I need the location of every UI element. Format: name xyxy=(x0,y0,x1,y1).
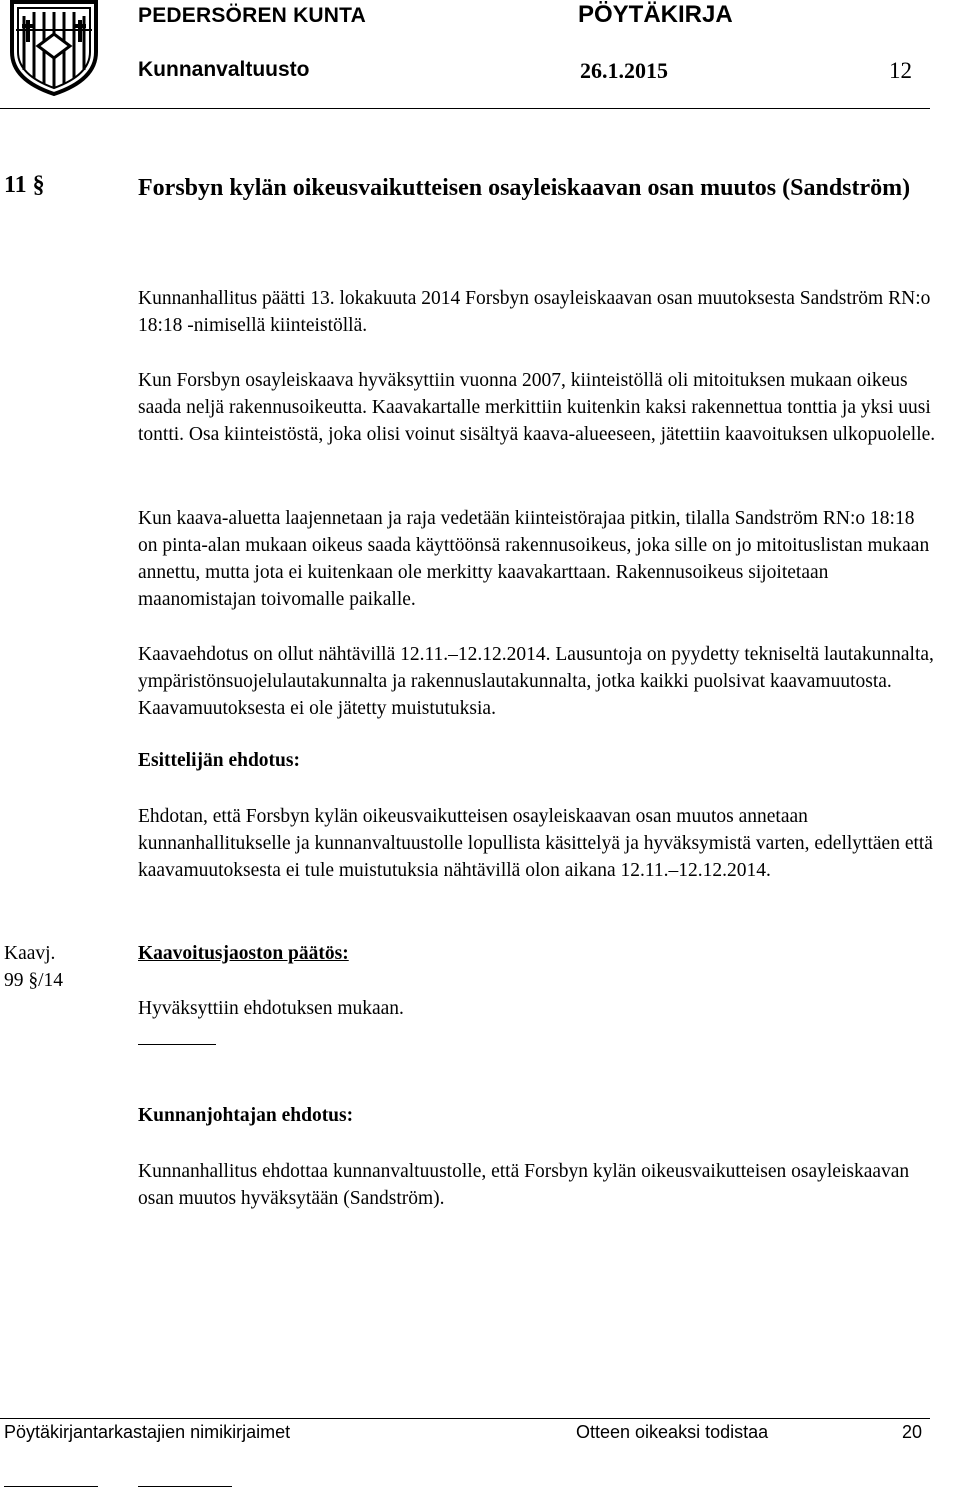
paragraph-1: Kunnanhallitus päätti 13. lokakuuta 2014 Forsbyn osayleiskaavan osan muutoksesta Sandström RN:o 18:18 -nimisellä kiinteistöllä. xyxy=(138,288,931,336)
section-number: 11 § xyxy=(4,172,45,198)
page-number: 12 xyxy=(889,58,912,83)
paragraph-3: Kun kaava-aluetta laajennetaan ja raja vedetään kiinteistörajaa pitkin, tilalla Sandström RN:o 18:18 on pinta-alan mukaan oikeus saada käyttöönsä rakennusoikeus, joka sille on jo mitoituslistan mukaan annettu, mutta jota ei kuitenkaan ole merkitty kaavakarttaan. Rakennusoikeus sijoitetaan maanomistajan toivomalle paikalle. xyxy=(138,508,930,610)
zoning-side-reference: 99 §/14 xyxy=(4,970,64,991)
footer-page-number: 20 xyxy=(902,1422,923,1442)
footer-divider xyxy=(0,1418,930,1419)
manager-proposal-heading: Kunnanjohtajan ehdotus: xyxy=(138,1105,354,1126)
signature-line-2 xyxy=(138,1486,232,1487)
presenter-proposal-heading: Esittelijän ehdotus: xyxy=(138,750,300,771)
zoning-decision-heading: Kaavoitusjaoston päätös: xyxy=(138,943,349,964)
manager-proposal-text: Kunnanhallitus ehdottaa kunnanvaltuustolle, että Forsbyn kylän oikeusvaikutteisen osayleiskaavan osan muutos hyväksytään (Sandström). xyxy=(138,1161,910,1209)
paragraph-4: Kaavaehdotus on ollut nähtävillä 12.11.–12.12.2014. Lausuntoja on pyydetty tekniseltä lautakunnalta, ympäristönsuojelulautakunnalta ja rakennuslautakunnalta, jotka kaikki puolsivat kaavamuutosta. Kaavamuutoksesta ei ole jätetty muistutuksia. xyxy=(138,644,934,719)
footer-signatures-label: Pöytäkirjantarkastajien nimikirjaimet xyxy=(4,1422,291,1442)
section-title: Forsbyn kylän oikeusvaikutteisen osayleiskaavan osan muutos (Sandström) xyxy=(138,175,911,201)
presenter-proposal-text: Ehdotan, että Forsbyn kylän oikeusvaikutteisen osayleiskaavan osan muutos annetaan kunnanhallitukselle ja kunnanvaltuustolle lopullista käsittelyä ja hyväksymistä varten, edellyttäen että kaavamuutoksesta ei tule muistutuksia nähtävillä olon aikana 12.11.–12.12.2014. xyxy=(138,806,933,881)
meeting-date: 26.1.2015 xyxy=(580,58,668,83)
municipality-crest-logo xyxy=(8,0,100,96)
footer-certified-label: Otteen oikeaksi todistaa xyxy=(576,1422,769,1442)
paragraph-2: Kun Forsbyn osayleiskaava hyväksyttiin vuonna 2007, kiinteistöllä oli mitoituksen mukaan oikeus saada neljä rakennusoikeutta. Kaavakartalle merkittiin kuitenkin kaksi rakennettua tonttia ja yksi uusi tontti. Osa kiinteistöstä, joka olisi voinut sisältyä kaava-alueeseen, jätettiin kaavoituksen ulkopuolelle. xyxy=(138,370,936,445)
organization-name: PEDERSÖREN KUNTA xyxy=(138,4,366,27)
signature-line-1 xyxy=(4,1486,98,1487)
zoning-side-label: Kaavj. xyxy=(4,943,56,964)
header-divider xyxy=(0,108,930,109)
governing-body: Kunnanvaltuusto xyxy=(138,58,310,81)
decision-end-rule xyxy=(138,1044,216,1045)
document-type: PÖYTÄKIRJA xyxy=(578,1,733,28)
zoning-decision-text: Hyväksyttiin ehdotuksen mukaan. xyxy=(138,998,404,1019)
